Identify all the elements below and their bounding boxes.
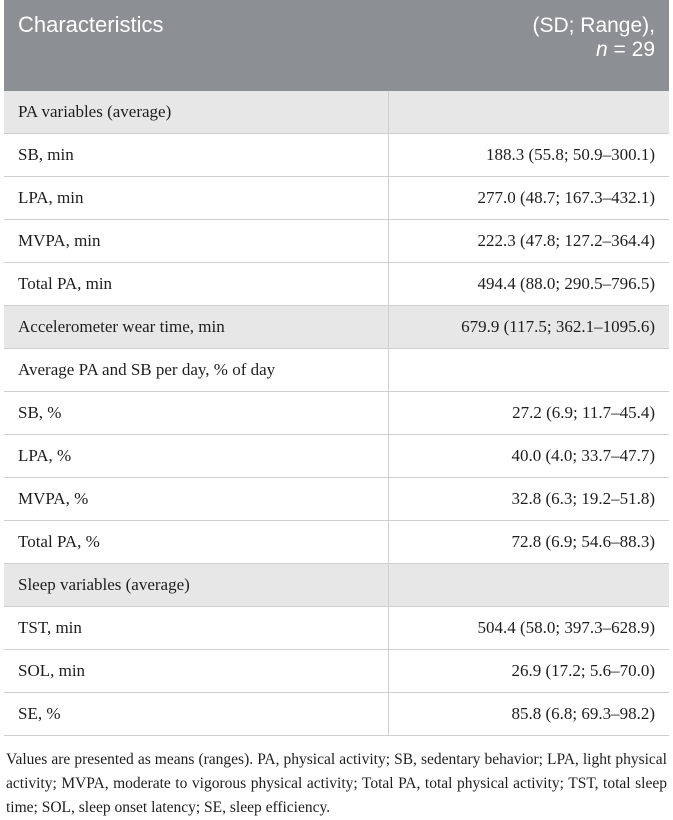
header-statistics <box>388 0 669 91</box>
row-value: 27.2 (6.9; 11.7–45.4) <box>388 392 669 435</box>
row-value: 26.9 (17.2; 5.6–70.0) <box>388 650 669 693</box>
row-label: MVPA, min <box>4 220 388 263</box>
table-row <box>4 134 669 177</box>
header-n-value: = 29 <box>607 38 655 61</box>
table-row <box>4 650 669 693</box>
row-value: 277.0 (48.7; 167.3–432.1) <box>388 177 669 220</box>
row-value: 504.4 (58.0; 397.3–628.9) <box>388 607 669 650</box>
table-row <box>4 177 669 220</box>
table-row <box>4 306 669 349</box>
table-row <box>4 564 669 607</box>
row-label: SB, % <box>4 392 388 435</box>
row-label: Average PA and SB per day, % of day <box>4 349 388 392</box>
row-value: 40.0 (4.0; 33.7–47.7) <box>388 435 669 478</box>
row-value <box>388 91 669 134</box>
table-row <box>4 91 669 134</box>
row-label: LPA, min <box>4 177 388 220</box>
row-label: TST, min <box>4 607 388 650</box>
row-value: 85.8 (6.8; 69.3–98.2) <box>388 693 669 736</box>
row-label: PA variables (average) <box>4 91 388 134</box>
row-value <box>388 349 669 392</box>
row-label: Total PA, % <box>4 521 388 564</box>
characteristics-table <box>4 0 669 736</box>
row-label: LPA, % <box>4 435 388 478</box>
table-header <box>4 0 669 91</box>
row-label: Sleep variables (average) <box>4 564 388 607</box>
table-row <box>4 263 669 306</box>
table-row <box>4 607 669 650</box>
row-label: MVPA, % <box>4 478 388 521</box>
row-label: SE, % <box>4 693 388 736</box>
row-value: 72.8 (6.9; 54.6–88.3) <box>388 521 669 564</box>
header-characteristics: Characteristics <box>4 0 388 91</box>
table-row <box>4 392 669 435</box>
row-label: Accelerometer wear time, min <box>4 306 388 349</box>
table-row <box>4 693 669 736</box>
row-label: SB, min <box>4 134 388 177</box>
header-stats-line1: (SD; Range), <box>532 14 655 37</box>
table-container <box>4 0 669 820</box>
row-value <box>388 564 669 607</box>
table-row <box>4 220 669 263</box>
table-row <box>4 349 669 392</box>
header-n-label: n <box>596 38 608 61</box>
row-value: 679.9 (117.5; 362.1–1095.6) <box>388 306 669 349</box>
row-label: SOL, min <box>4 650 388 693</box>
table-body <box>4 91 669 736</box>
row-value: 32.8 (6.3; 19.2–51.8) <box>388 478 669 521</box>
row-label: Total PA, min <box>4 263 388 306</box>
row-value: 222.3 (47.8; 127.2–364.4) <box>388 220 669 263</box>
row-value: 188.3 (55.8; 50.9–300.1) <box>388 134 669 177</box>
table-footnote: Values are presented as means (ranges). PA, physical activity; SB, sedentary behavior; LPA, light physical activity; MVPA, moderate to vigorous physical activity; Total PA, total physical activity; TST, total sleep time; SOL, sleep onset latency; SE, sleep efficiency. <box>6 751 667 816</box>
row-value: 494.4 (88.0; 290.5–796.5) <box>388 263 669 306</box>
table-row <box>4 435 669 478</box>
table-row <box>4 478 669 521</box>
table-row <box>4 521 669 564</box>
